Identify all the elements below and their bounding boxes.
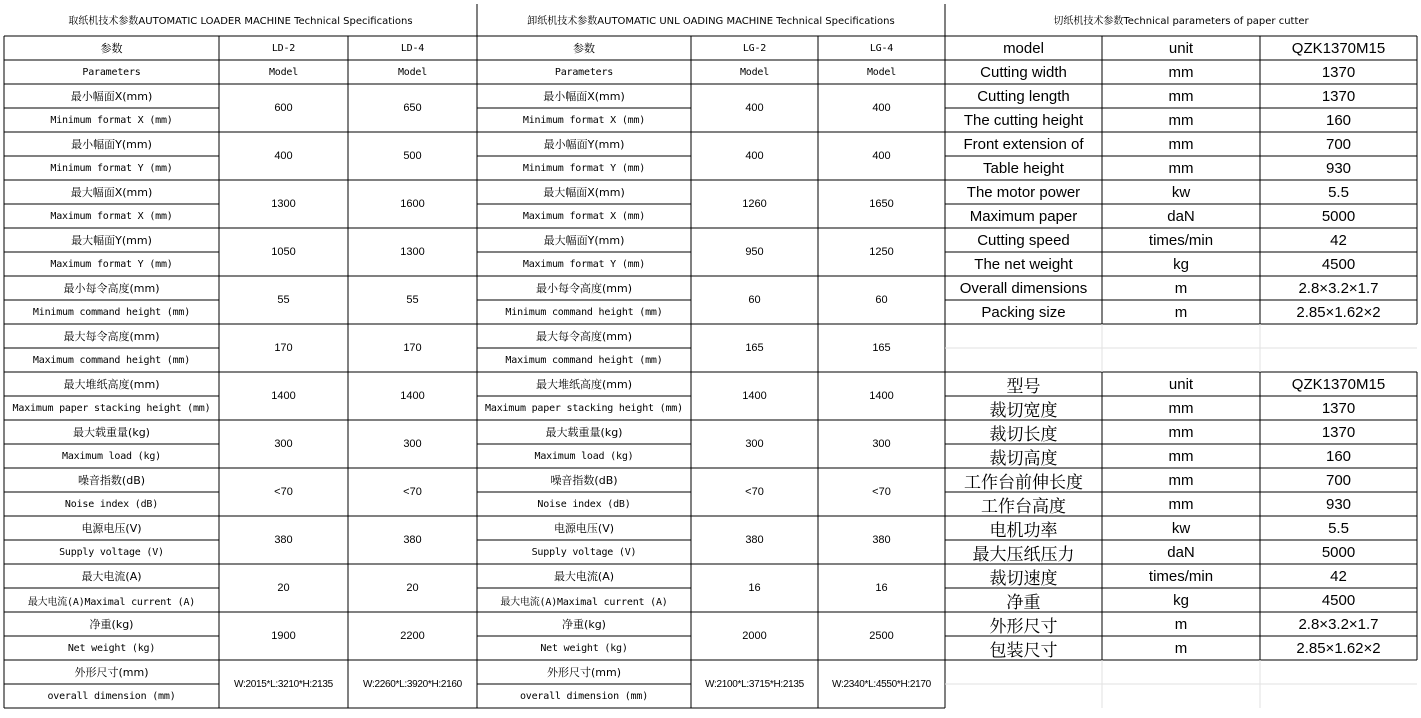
cutter-value: 1370 (1321, 87, 1356, 105)
cutter-param-name: Cutting speed (977, 231, 1070, 249)
param-value: 1400 (400, 390, 425, 402)
cutter-param-name: Front extension of (963, 135, 1084, 153)
cutter-value: 160 (1325, 111, 1352, 129)
param-name-en: 最大电流(A)Maximal current (A) (500, 596, 668, 608)
param-name-en: Minimum format X (mm) (50, 114, 173, 126)
param-value: <70 (745, 486, 764, 498)
param-value: 1600 (400, 198, 425, 210)
cutter-value: 2.85×1.62×2 (1296, 303, 1381, 321)
cutter-value: 2.85×1.62×2 (1296, 639, 1381, 657)
param-name-cn: 最小每令高度(mm) (535, 282, 632, 295)
cutter-unit: kw (1171, 519, 1191, 537)
cutter-header-label: 型号 (1006, 376, 1041, 396)
cutter-param-name: The net weight (974, 255, 1073, 273)
param-value: 1400 (271, 390, 296, 402)
param-value: 400 (745, 102, 764, 114)
param-value: 400 (872, 150, 891, 162)
cutter-param-name: 净重 (1006, 592, 1041, 612)
cutter-param-name: 裁切宽度 (989, 400, 1058, 420)
cutter-value: 42 (1330, 567, 1347, 585)
param-header-en: Parameters (82, 66, 141, 78)
cutter-value: 700 (1325, 471, 1352, 489)
cutter-unit: m (1174, 639, 1188, 657)
cutter-value: 5.5 (1328, 183, 1349, 201)
param-value: 1300 (271, 198, 296, 210)
param-name-cn: 最大幅面X(mm) (543, 186, 625, 199)
cutter-value: 2.8×3.2×1.7 (1298, 279, 1379, 297)
param-value: W:2340*L:4550*H:2170 (832, 678, 931, 690)
param-value: 380 (403, 534, 422, 546)
cutter-unit: times/min (1148, 231, 1214, 249)
cutter-unit: daN (1167, 543, 1195, 561)
cutter-unit: m (1174, 279, 1188, 297)
param-name-cn: 最小幅面X(mm) (70, 90, 153, 103)
cutter-unit: m (1174, 615, 1188, 633)
cutter-unit: mm (1168, 159, 1194, 177)
param-value: 1400 (742, 390, 767, 402)
param-value: 170 (274, 342, 293, 354)
param-value: 400 (745, 150, 764, 162)
param-name-en: Minimum format Y (mm) (50, 162, 173, 174)
cutter-unit: kg (1173, 255, 1189, 273)
param-value: 60 (875, 294, 888, 306)
param-value: <70 (274, 486, 293, 498)
cutter-param-name: 工作台前伸长度 (964, 472, 1083, 492)
param-name-cn: 净重(kg) (562, 618, 606, 631)
param-name-en: Maximum load (kg) (62, 450, 161, 462)
cutter-value: 1370 (1321, 399, 1356, 417)
cutter-param-name: 包装尺寸 (989, 640, 1058, 660)
param-name-cn: 噪音指数(dB) (77, 474, 146, 487)
param-name-en: Maximum format X (mm) (522, 210, 646, 222)
cutter-header-label: model (1003, 39, 1044, 57)
cutter-param-name: Maximum paper (969, 207, 1078, 225)
param-value: 950 (745, 246, 764, 258)
cutter-param-name: Packing size (981, 303, 1066, 321)
param-value: 1900 (271, 630, 296, 642)
param-name-en: Maximum paper stacking height (mm) (12, 402, 211, 414)
param-value: 2000 (742, 630, 767, 642)
param-value: 400 (274, 150, 293, 162)
cutter-value: 1370 (1321, 63, 1356, 81)
param-name-cn: 电源电压(V) (81, 522, 142, 535)
cutter-unit: mm (1168, 63, 1194, 81)
param-name-en: Minimum command height (mm) (505, 306, 663, 318)
cutter-value: 2.8×3.2×1.7 (1298, 615, 1379, 633)
unloader-title: 卸纸机技术参数AUTOMATIC UNL OADING MACHINE Technical Specifications (527, 15, 895, 27)
param-name-en: Net weight (kg) (67, 642, 156, 654)
param-name-en: Maximum format X (mm) (50, 210, 173, 222)
param-value: 1250 (869, 246, 894, 258)
param-name-cn: 最小幅面Y(mm) (543, 138, 625, 151)
cutter-unit: mm (1168, 495, 1194, 513)
cutter-param-name: Overall dimensions (959, 279, 1088, 297)
param-value: 1400 (869, 390, 894, 402)
param-value: 380 (274, 534, 293, 546)
cutter-param-name: The cutting height (963, 111, 1084, 129)
cutter-unit: mm (1168, 135, 1194, 153)
param-value: W:2100*L:3715*H:2135 (705, 678, 804, 690)
cutter-param-name: 最大压纸压力 (972, 544, 1075, 564)
param-name-cn: 最大电流(A) (81, 570, 142, 583)
cutter-param-name: The motor power (966, 183, 1081, 201)
param-value: 2500 (869, 630, 894, 642)
param-name-en: overall dimension (mm) (47, 690, 176, 702)
param-name-en: Maximum format Y (mm) (50, 258, 173, 270)
param-name-en: Maximum load (kg) (534, 450, 634, 462)
model-header: LD-2 (271, 42, 296, 54)
model-label: Model (268, 66, 299, 78)
param-value: 380 (745, 534, 764, 546)
cutter-unit: mm (1168, 399, 1194, 417)
param-name-cn: 最大幅面Y(mm) (543, 234, 625, 247)
param-value: 1260 (742, 198, 767, 210)
param-value: 1050 (271, 246, 296, 258)
param-value: 300 (403, 438, 422, 450)
param-value: W:2015*L:3210*H:2135 (234, 678, 333, 690)
param-name-cn: 最大堆纸高度(mm) (535, 378, 632, 391)
cutter-param-name: 电机功率 (989, 520, 1058, 540)
param-name-en: Minimum format X (mm) (522, 114, 646, 126)
param-value: 55 (406, 294, 419, 306)
param-name-cn: 外形尺寸(mm) (546, 666, 621, 679)
cutter-param-name: 裁切速度 (989, 568, 1058, 588)
param-value: W:2260*L:3920*H:2160 (363, 678, 462, 690)
cutter-header-unit: unit (1168, 39, 1194, 57)
model-header: LG-4 (869, 42, 894, 54)
param-name-cn: 最小每令高度(mm) (63, 282, 160, 295)
cutter-param-name: 裁切高度 (989, 448, 1058, 468)
param-value: 20 (277, 582, 290, 594)
cutter-value: 5000 (1321, 207, 1356, 225)
cutter-unit: mm (1168, 87, 1194, 105)
param-value: 165 (745, 342, 764, 354)
loader-title: 取纸机技术参数AUTOMATIC LOADER MACHINE Technical Specifications (68, 15, 413, 27)
param-name-cn: 最大载重量(kg) (73, 426, 150, 439)
param-name-en: 最大电流(A)Maximal current (A) (27, 596, 196, 608)
param-name-cn: 净重(kg) (89, 618, 134, 631)
param-name-en: Maximum command height (mm) (505, 354, 663, 366)
cutter-param-name: Cutting width (980, 63, 1067, 81)
param-name-en: Net weight (kg) (540, 642, 628, 654)
cutter-value: 930 (1325, 495, 1352, 513)
param-name-en: Supply voltage (V) (59, 546, 164, 558)
param-value: 2200 (400, 630, 425, 642)
cutter-header-model: QZK1370M15 (1291, 375, 1386, 393)
param-value: 16 (748, 582, 761, 594)
model-header: LD-4 (400, 42, 425, 54)
param-name-cn: 最大载重量(kg) (545, 426, 623, 439)
param-name-cn: 最小幅面X(mm) (543, 90, 625, 103)
cutter-param-name: 外形尺寸 (989, 616, 1058, 636)
param-value: 380 (872, 534, 891, 546)
param-value: 300 (745, 438, 764, 450)
param-value: 300 (872, 438, 891, 450)
cutter-value: 700 (1325, 135, 1352, 153)
param-value: 600 (274, 102, 293, 114)
cutter-value: 4500 (1321, 255, 1356, 273)
param-name-en: overall dimension (mm) (519, 690, 649, 702)
param-value: 300 (274, 438, 293, 450)
cutter-value: 42 (1330, 231, 1347, 249)
param-name-en: Noise index (dB) (64, 498, 159, 510)
param-value: 60 (748, 294, 761, 306)
param-name-cn: 最大每令高度(mm) (63, 330, 160, 343)
model-label: Model (866, 66, 897, 78)
param-name-cn: 最小幅面Y(mm) (71, 138, 152, 151)
cutter-value: 5000 (1321, 543, 1356, 561)
cutter-unit: mm (1168, 447, 1194, 465)
cutter-value: 1370 (1321, 423, 1356, 441)
param-name-en: Maximum format Y (mm) (522, 258, 646, 270)
param-value: 55 (277, 294, 290, 306)
model-label: Model (397, 66, 428, 78)
param-value: 170 (403, 342, 422, 354)
param-value: 165 (872, 342, 891, 354)
cutter-param-name: 裁切长度 (989, 424, 1058, 444)
param-value: <70 (403, 486, 422, 498)
param-name-en: Noise index (dB) (537, 498, 631, 510)
cutter-param-name: 工作台高度 (981, 496, 1066, 516)
param-name-en: Minimum command height (mm) (32, 306, 191, 318)
cutter-unit: kw (1171, 183, 1191, 201)
cutter-unit: kg (1173, 591, 1189, 609)
param-value: 1650 (869, 198, 894, 210)
param-header-cn: 参数 (573, 42, 595, 55)
param-value: 16 (875, 582, 888, 594)
param-name-cn: 最大幅面X(mm) (70, 186, 153, 199)
cutter-title: 切纸机技术参数Technical parameters of paper cutter (1053, 15, 1309, 27)
cutter-value: 5.5 (1328, 519, 1349, 537)
cutter-header-model: QZK1370M15 (1291, 39, 1386, 57)
cutter-unit: mm (1168, 111, 1194, 129)
param-name-cn: 最大幅面Y(mm) (71, 234, 152, 247)
param-name-cn: 最大每令高度(mm) (535, 330, 632, 343)
cutter-unit: m (1174, 303, 1188, 321)
param-name-en: Maximum paper stacking height (mm) (485, 402, 683, 414)
cutter-unit: times/min (1148, 567, 1214, 585)
param-value: 500 (403, 150, 422, 162)
param-name-en: Maximum command height (mm) (32, 354, 191, 366)
param-value: 1300 (400, 246, 425, 258)
cutter-unit: daN (1167, 207, 1195, 225)
param-name-cn: 最大电流(A) (553, 570, 615, 583)
param-name-cn: 噪音指数(dB) (550, 474, 618, 487)
param-value: <70 (872, 486, 891, 498)
cutter-value: 160 (1325, 447, 1352, 465)
param-name-cn: 最大堆纸高度(mm) (63, 378, 160, 391)
param-header-cn: 参数 (100, 42, 123, 55)
param-name-cn: 电源电压(V) (553, 522, 615, 535)
param-value: 650 (403, 102, 422, 114)
cutter-unit: mm (1168, 471, 1194, 489)
model-header: LG-2 (742, 42, 767, 54)
param-value: 400 (872, 102, 891, 114)
cutter-param-name: Table height (983, 159, 1064, 177)
param-header-en: Parameters (554, 66, 614, 78)
model-label: Model (739, 66, 770, 78)
cutter-value: 4500 (1321, 591, 1356, 609)
cutter-unit: mm (1168, 423, 1194, 441)
param-value: 20 (406, 582, 419, 594)
param-name-cn: 外形尺寸(mm) (74, 666, 149, 679)
cutter-value: 930 (1325, 159, 1352, 177)
param-name-en: Supply voltage (V) (531, 546, 637, 558)
cutter-param-name: Cutting length (977, 87, 1070, 105)
cutter-header-unit: unit (1168, 375, 1194, 393)
param-name-en: Minimum format Y (mm) (522, 162, 646, 174)
